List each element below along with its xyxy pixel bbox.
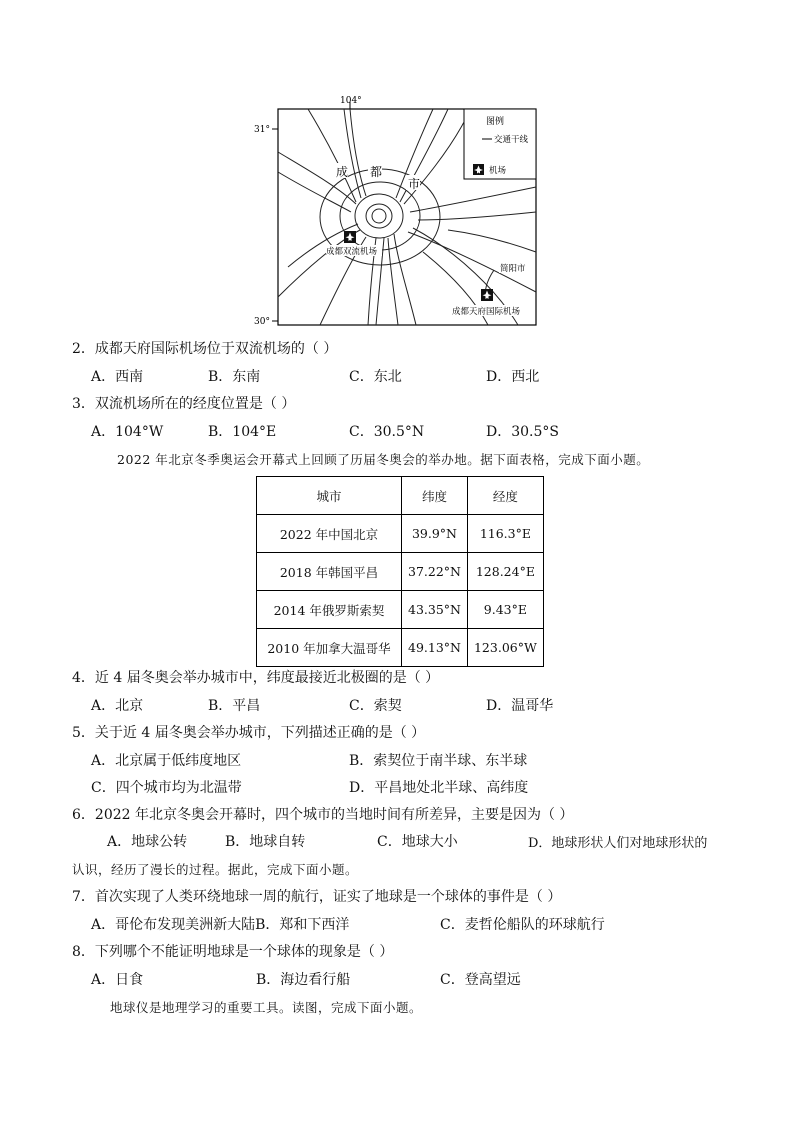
intro-olympics: 2022 年北京冬季奥运会开幕式上回顾了历届冬奥会的举办地。据下面表格，完成下面小题。	[117, 452, 650, 467]
cell-lat: 43.35°N	[402, 591, 468, 629]
cell-city: 2014 年俄罗斯索契	[257, 591, 402, 629]
q2-stem: 2．成都天府国际机场位于双流机场的（ ）	[72, 341, 338, 357]
cell-lat: 37.22°N	[402, 553, 468, 591]
lat-bottom-label: 30°	[254, 317, 270, 327]
city-char-2: 都	[370, 165, 383, 179]
city-char-1: 成	[336, 165, 349, 179]
q8-option-a[interactable]: A．日食	[91, 972, 144, 988]
cell-lat: 49.13°N	[402, 629, 468, 667]
cell-city: 2010 年加拿大温哥华	[257, 629, 402, 667]
q3-option-b[interactable]: B．104°E	[208, 424, 277, 440]
legend-title: 图例	[486, 117, 505, 127]
table-header-row	[257, 477, 544, 515]
q5-stem: 5．关于近 4 届冬奥会举办城市，下列描述正确的是（ ）	[72, 725, 426, 741]
cell-lat: 39.9°N	[402, 515, 468, 553]
q6-option-c[interactable]: C．地球大小	[377, 834, 458, 850]
table-row	[257, 591, 544, 629]
q4-option-d[interactable]: D．温哥华	[486, 698, 554, 714]
olympics-table	[256, 476, 544, 667]
jianyang-label: 简阳市	[500, 264, 526, 274]
q7-option-c[interactable]: C．麦哲伦船队的环球航行	[440, 917, 605, 933]
q4-stem: 4．近 4 届冬奥会举办城市中，纬度最接近北极圈的是（ ）	[72, 670, 440, 686]
q4-option-c[interactable]: C．索契	[349, 698, 402, 714]
header-lat: 纬度	[402, 477, 468, 515]
chengdu-map	[248, 92, 540, 330]
q2-option-b[interactable]: B．东南	[208, 369, 261, 385]
q8-stem: 8．下列哪个不能证明地球是一个球体的现象是（ ）	[72, 944, 394, 960]
q6-option-d[interactable]: D．地球形状人们对地球形状的	[528, 836, 708, 851]
map-svg	[248, 92, 540, 330]
q6-option-b[interactable]: B．地球自转	[225, 834, 306, 850]
q2-option-a[interactable]: A．西南	[91, 369, 144, 385]
header-lon: 经度	[467, 477, 543, 515]
lon-label: 104°	[340, 96, 362, 106]
q5-option-c[interactable]: C．四个城市均为北温带	[91, 780, 242, 796]
q6-continuation: 认识，经历了漫长的过程。据此，完成下面小题。	[72, 862, 359, 877]
cell-lon: 123.06°W	[467, 629, 543, 667]
table-row	[257, 515, 544, 553]
q4-option-b[interactable]: B．平昌	[208, 698, 261, 714]
q6-stem: 6．2022 年北京冬奥会开幕时，四个城市的当地时间有所差异，主要是因为（ ）	[72, 807, 574, 823]
cell-city: 2018 年韩国平昌	[257, 553, 402, 591]
q5-option-b[interactable]: B．索契位于南半球、东半球	[349, 753, 528, 769]
q3-option-d[interactable]: D．30.5°S	[486, 424, 559, 440]
intro-globe: 地球仪是地理学习的重要工具。读图，完成下面小题。	[110, 1000, 423, 1015]
table-row	[257, 553, 544, 591]
cell-lon: 128.24°E	[467, 553, 543, 591]
tianfu-label: 成都天府国际机场	[452, 307, 521, 317]
city-char-3: 市	[408, 177, 421, 191]
q3-stem: 3．双流机场所在的经度位置是（ ）	[72, 396, 296, 412]
cell-city: 2022 年中国北京	[257, 515, 402, 553]
lat-top-label: 31°	[254, 125, 270, 135]
q4-option-a[interactable]: A．北京	[91, 698, 144, 714]
legend-road-label: 交通干线	[494, 135, 529, 145]
header-city: 城市	[257, 477, 402, 515]
q2-option-c[interactable]: C．东北	[349, 369, 402, 385]
shuangliu-label: 成都双流机场	[326, 247, 378, 257]
cell-lon: 9.43°E	[467, 591, 543, 629]
q7-option-ab[interactable]: A．哥伦布发现美洲新大陆B．郑和下西洋	[91, 917, 350, 933]
q6-option-a[interactable]: A．地球公转	[107, 834, 188, 850]
table-row	[257, 629, 544, 667]
legend-airport-label: 机场	[489, 166, 507, 176]
q8-option-c[interactable]: C．登高望远	[440, 972, 521, 988]
q5-option-a[interactable]: A．北京属于低纬度地区	[91, 753, 242, 769]
q8-option-b[interactable]: B．海边看行船	[256, 972, 351, 988]
q3-option-c[interactable]: C．30.5°N	[349, 424, 425, 440]
q7-stem: 7．首次实现了人类环绕地球一周的航行，证实了地球是一个球体的事件是（ ）	[72, 889, 562, 905]
q2-option-d[interactable]: D．西北	[486, 369, 540, 385]
q3-option-a[interactable]: A．104°W	[91, 424, 164, 440]
q5-option-d[interactable]: D．平昌地处北半球、高纬度	[349, 780, 529, 796]
cell-lon: 116.3°E	[467, 515, 543, 553]
